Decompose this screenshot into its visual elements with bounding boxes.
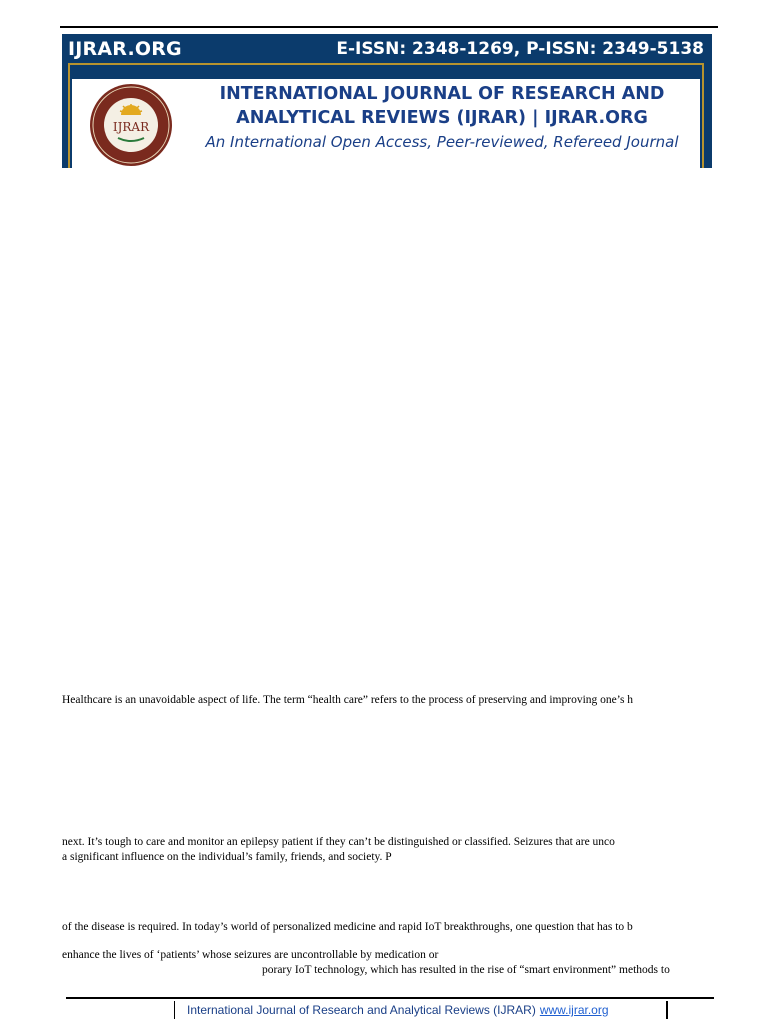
paragraph-line-4: of the disease is required. In today’s world of personalized medicine and rapid IoT breakthroughs, one question that has to b	[62, 921, 633, 933]
site-name: IJRAR.ORG	[68, 38, 182, 60]
paragraph-line-1: Healthcare is an unavoidable aspect of life. The term “health care” refers to the process of preserving and improving one’s h	[62, 694, 634, 706]
paragraph-line-2: next. It’s tough to care and monitor an epilepsy patient if they can’t be distinguished or classified. Seizures that are unco	[62, 836, 615, 848]
footer	[174, 1001, 609, 1019]
seal-text: IJRAR	[112, 120, 150, 134]
ijrar-seal-logo	[88, 82, 174, 168]
banner-title-panel	[72, 79, 700, 168]
journal-tagline: An International Open Access, Peer-reviewed, Refereed Journal	[205, 133, 679, 151]
issn-text: E-ISSN: 2348-1269, P-ISSN: 2349-5138	[336, 39, 704, 59]
footer-site-link[interactable]: www.ijrar.org	[539, 1003, 609, 1017]
journal-title	[192, 82, 692, 130]
paragraph-line-5: enhance the lives of ‘patients’ whose seizures are uncontrollable by medication or	[62, 949, 439, 961]
journal-banner	[62, 34, 712, 168]
paragraph-line-3: a significant influence on the individual’s family, friends, and society. P	[62, 851, 392, 863]
footer-rule	[66, 997, 714, 999]
footer-divider	[666, 1001, 668, 1019]
banner-topbar	[62, 34, 712, 64]
top-rule	[60, 26, 718, 28]
paragraph-line-6: porary IoT technology, which has resulted in the rise of “smart environment” methods to	[262, 964, 670, 976]
journal-title-line2: ANALYTICAL REVIEWS (IJRAR) | IJRAR.ORG	[236, 108, 648, 128]
footer-journal-name: International Journal of Research and Analytical Reviews (IJRAR)	[187, 1003, 536, 1017]
journal-title-line1: INTERNATIONAL JOURNAL OF RESEARCH AND	[219, 84, 665, 104]
